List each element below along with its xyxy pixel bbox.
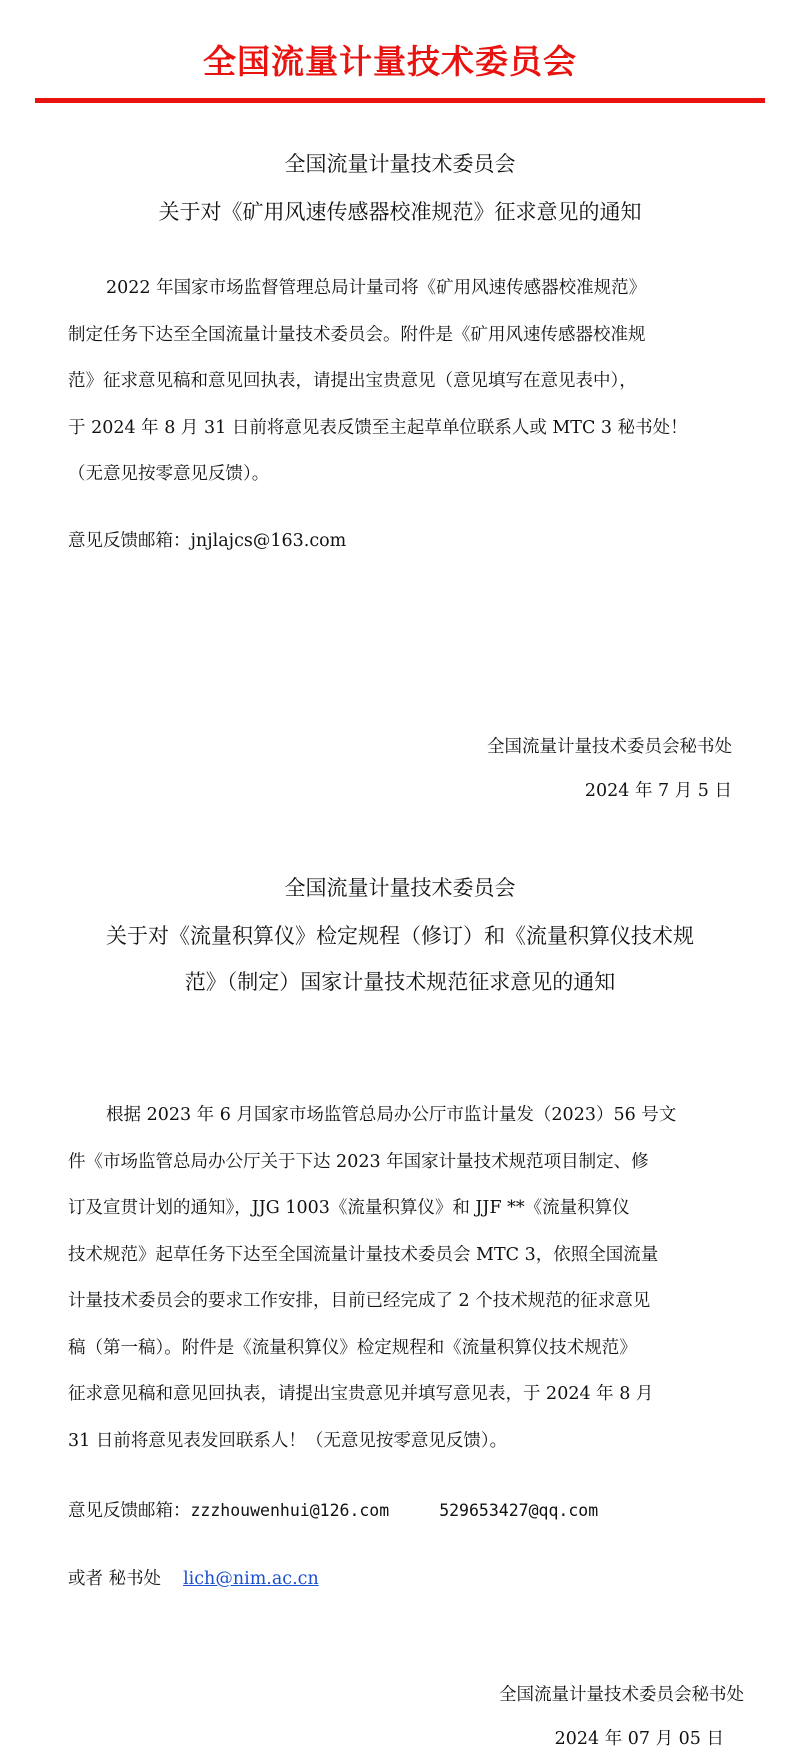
notice2-title-line1: 全国流量计量技术委员会 bbox=[284, 876, 516, 900]
email-label: 意见反馈邮箱： bbox=[68, 1501, 191, 1521]
notice1-title-line2: 关于对《矿用风速传感器校准规范》征求意见的通知 bbox=[158, 200, 642, 224]
notice2-body-line: 征求意见稿和意见回执表，请提出宝贵意见并填写意见表，于 2024 年 8 月 bbox=[68, 1384, 654, 1404]
notice2-contact-row bbox=[68, 1556, 740, 1603]
notice1-date: 2024 年 7 月 5 日 bbox=[584, 781, 732, 801]
notice1-signature: 全国流量计量技术委员会秘书处 bbox=[487, 737, 732, 757]
notice2-body bbox=[68, 1092, 740, 1464]
notice2-date: 2024 年 07 月 05 日 bbox=[554, 1729, 724, 1749]
notice2-body-line: 31 日前将意见表发回联系人！（无意见按零意见反馈）。 bbox=[68, 1430, 508, 1451]
notice1-title-line1: 全国流量计量技术委员会 bbox=[284, 152, 516, 176]
notice1-email: jnjlajcs@163.com bbox=[190, 531, 347, 551]
notice2-email-2: 529653427@qq.com bbox=[439, 1501, 599, 1520]
notice2-body-line: 稿（第一稿）。附件是《流量积算仪》检定规程和《流量积算仪技术规范》 bbox=[68, 1337, 637, 1358]
notice2-email-row bbox=[68, 1488, 740, 1535]
notice2-body-line: 订及宣贯计划的通知》，JJG 1003《流量积算仪》和 JJF **《流量积算仪 bbox=[68, 1198, 630, 1218]
org-header-title: 全国流量计量技术委员会 bbox=[203, 42, 577, 81]
secretariat-email-link[interactable]: lich@nim.ac.cn bbox=[183, 1569, 319, 1589]
notice2-body-line: 根据 2023 年 6 月国家市场监管总局办公厅市监计量发（2023）56 号文 bbox=[106, 1105, 677, 1125]
notice1-body-line: （无意见按零意见反馈）。 bbox=[68, 464, 270, 484]
notice1-email-row bbox=[68, 518, 740, 565]
or-secretariat-label: 或者 秘书处 bbox=[68, 1569, 162, 1589]
notice2-body-line: 技术规范》起草任务下达至全国流量计量技术委员会 MTC 3，依照全国流量 bbox=[68, 1244, 659, 1265]
notice2-title-line3: 范》（制定）国家计量技术规范征求意见的通知 bbox=[184, 970, 616, 994]
notice1-body-line: 于 2024 年 8 月 31 日前将意见表反馈至主起草单位联系人或 MTC 3 秘书处！ bbox=[68, 417, 688, 438]
notice2-body-line: 件《市场监管总局办公厅关于下达 2023 年国家计量技术规范项目制定、修 bbox=[68, 1151, 649, 1172]
notice1-body-line: 范》征求意见稿和意见回执表，请提出宝贵意见（意见填写在意见表中）， bbox=[68, 371, 637, 391]
notice1-body bbox=[68, 265, 740, 498]
notice2-signature: 全国流量计量技术委员会秘书处 bbox=[499, 1685, 744, 1705]
header-divider bbox=[35, 98, 765, 103]
notice1-body-line: 2022 年国家市场监督管理总局计量司将《矿用风速传感器校准规范》 bbox=[106, 278, 647, 298]
notice1-body-line: 制定任务下达至全国流量计量技术委员会。附件是《矿用风速传感器校准规 bbox=[68, 324, 646, 345]
notice2-email-1: zzzhouwenhui@126.com bbox=[190, 1501, 390, 1520]
email-label: 意见反馈邮箱： bbox=[68, 531, 191, 551]
notice2-body-line: 计量技术委员会的要求工作安排，目前已经完成了 2 个技术规范的征求意见 bbox=[68, 1291, 651, 1311]
notice2-title-line2: 关于对《流量积算仪》检定规程（修订）和《流量积算仪技术规 bbox=[106, 924, 694, 948]
